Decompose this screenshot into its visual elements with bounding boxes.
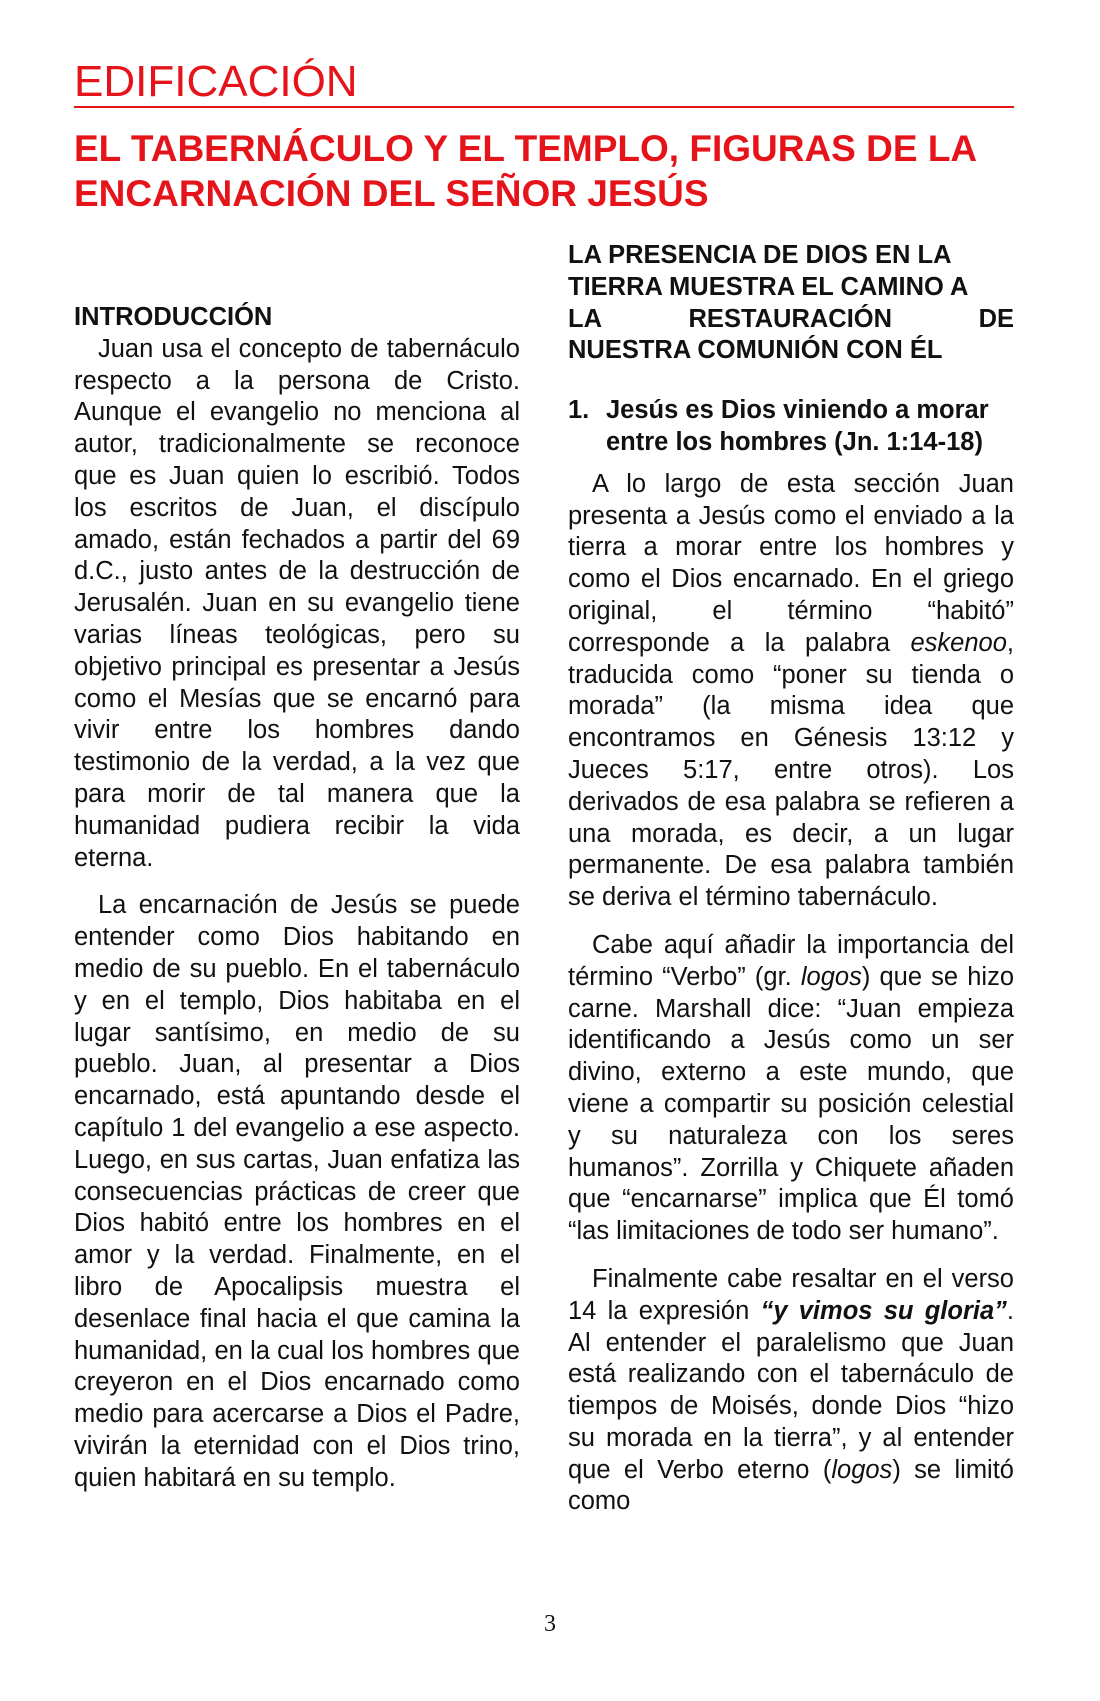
p2-text-b: ) que se hizo carne. Marshall dice: “Juan empieza identificando a Jesús como un ser divino, externo a este mundo, que viene a compartir su posición celestial y su naturaleza con los seres humanos”. Zorrilla y Chiquete añaden que “encarnarse” implica que Él tomó “las limitaciones de todo ser humano”. (568, 962, 1014, 1246)
term-eskenoo: eskenoo (910, 628, 1007, 657)
intro-paragraph-1: Juan usa el concepto de tabernáculo respecto a la persona de Cristo. Aunque el evangelio no menciona al autor, tradicionalmente se reconoce que es Juan quien lo escribió. Todos los escritos de Juan, el discípulo amado, están fechados a partir del 69 d.C., justo antes de la destrucción de Jerusalén. Juan en su evangelio tiene varias líneas teológicas, pero su objetivo principal es presentar a Jesús como el Mesías que se encarnó para vivir entre los hombres dando testimonio de la verdad, a la vez que para morir de tal manera que la humanidad pudiera recibir la vida eterna. (74, 334, 520, 872)
body-paragraph-1 (568, 469, 1014, 914)
p3-text-a: Finalmente cabe resaltar en el verso 14 la expresión (568, 1264, 1014, 1325)
p3-text-b: . Al entender el paralelismo que Juan está realizando con el tabernáculo de tiempos de Moisés, donde Dios “hizo su morada en la tierra”, y al entender que el Verbo eterno ( (568, 1296, 1014, 1484)
term-logos: logos (800, 962, 862, 991)
body-paragraph-2 (568, 930, 1014, 1248)
subheading-number: 1. (568, 396, 590, 425)
body-paragraph-3 (568, 1264, 1014, 1518)
section-header (74, 58, 1014, 108)
section-heading (568, 240, 1014, 367)
subheading-1 (568, 395, 1014, 459)
page-number: 3 (544, 1611, 556, 1637)
right-column (568, 240, 1014, 1534)
p2-text-a: Cabe aquí añadir la importancia del término “Verbo” (gr. (568, 930, 1014, 991)
introduction-heading: INTRODUCCIÓN (74, 303, 273, 331)
section-heading-line-3 (568, 304, 1014, 336)
section-heading-line-2: TIERRA MUESTRA EL CAMINO A (568, 272, 969, 301)
article-title: EL TABERNÁCULO Y EL TEMPLO, FIGURAS DE LA ENCARNACIÓN DEL SEÑOR JESÚS (74, 128, 976, 214)
subheading-text: Jesús es Dios viniendo a morar entre los hombres (Jn. 1:14-18) (606, 396, 989, 456)
heading-word-de: DE (978, 304, 1014, 333)
heading-word-restauracion: RESTAURACIÓN (688, 304, 893, 333)
p1-text-b: , traducida como “poner su tienda o morada” (la misma idea que encontramos en Génesis 13:12 y Jueces 5:17, entre otros). Los derivados de esa palabra se refieren a una morada, es decir, a un lugar permanente. De esa palabra también se deriva el término tabernáculo. (568, 628, 1014, 912)
section-heading-line-4: NUESTRA COMUNIÓN CON ÉL (568, 336, 943, 365)
heading-word-la: LA (568, 304, 602, 333)
section-heading-line-1: LA PRESENCIA DE DIOS EN LA (568, 241, 952, 269)
p3-text-c: ) se limitó como (568, 1455, 1014, 1516)
term-logos-2: logos (831, 1455, 893, 1484)
section-label: EDIFICACIÓN (74, 57, 358, 106)
p1-text-a: A lo largo de esta sección Juan presenta a Jesús como el enviado a la tierra a morar entre los hombres y como el Dios encarnado. En el griego original, el término “habitó” corresponde a la palabra (568, 469, 1014, 657)
intro-paragraph-2: La encarnación de Jesús se puede entender como Dios habitando en medio de su pueblo. En el tabernáculo y en el templo, Dios habitaba en el lugar santísimo, en medio de su pueblo. Juan, al presentar a Dios encarnado, está apuntando desde el capítulo 1 del evangelio a ese aspecto. Luego, en sus cartas, Juan enfatiza las consecuencias prácticas de creer que Dios habitó entre los hombres en el amor y la verdad. Finalmente, en el libro de Apocalipsis muestra el desenlace final hacia el que camina la humanidad, en la cual los hombres que creyeron en el Dios encarnado como medio para acercarse a Dios el Padre, vivirán la eternidad con el Dios trino, quien habitará en su templo. (74, 891, 520, 1492)
left-column (74, 302, 520, 1510)
quote-vimos-su-gloria: “y vimos su gloria” (760, 1296, 1007, 1325)
